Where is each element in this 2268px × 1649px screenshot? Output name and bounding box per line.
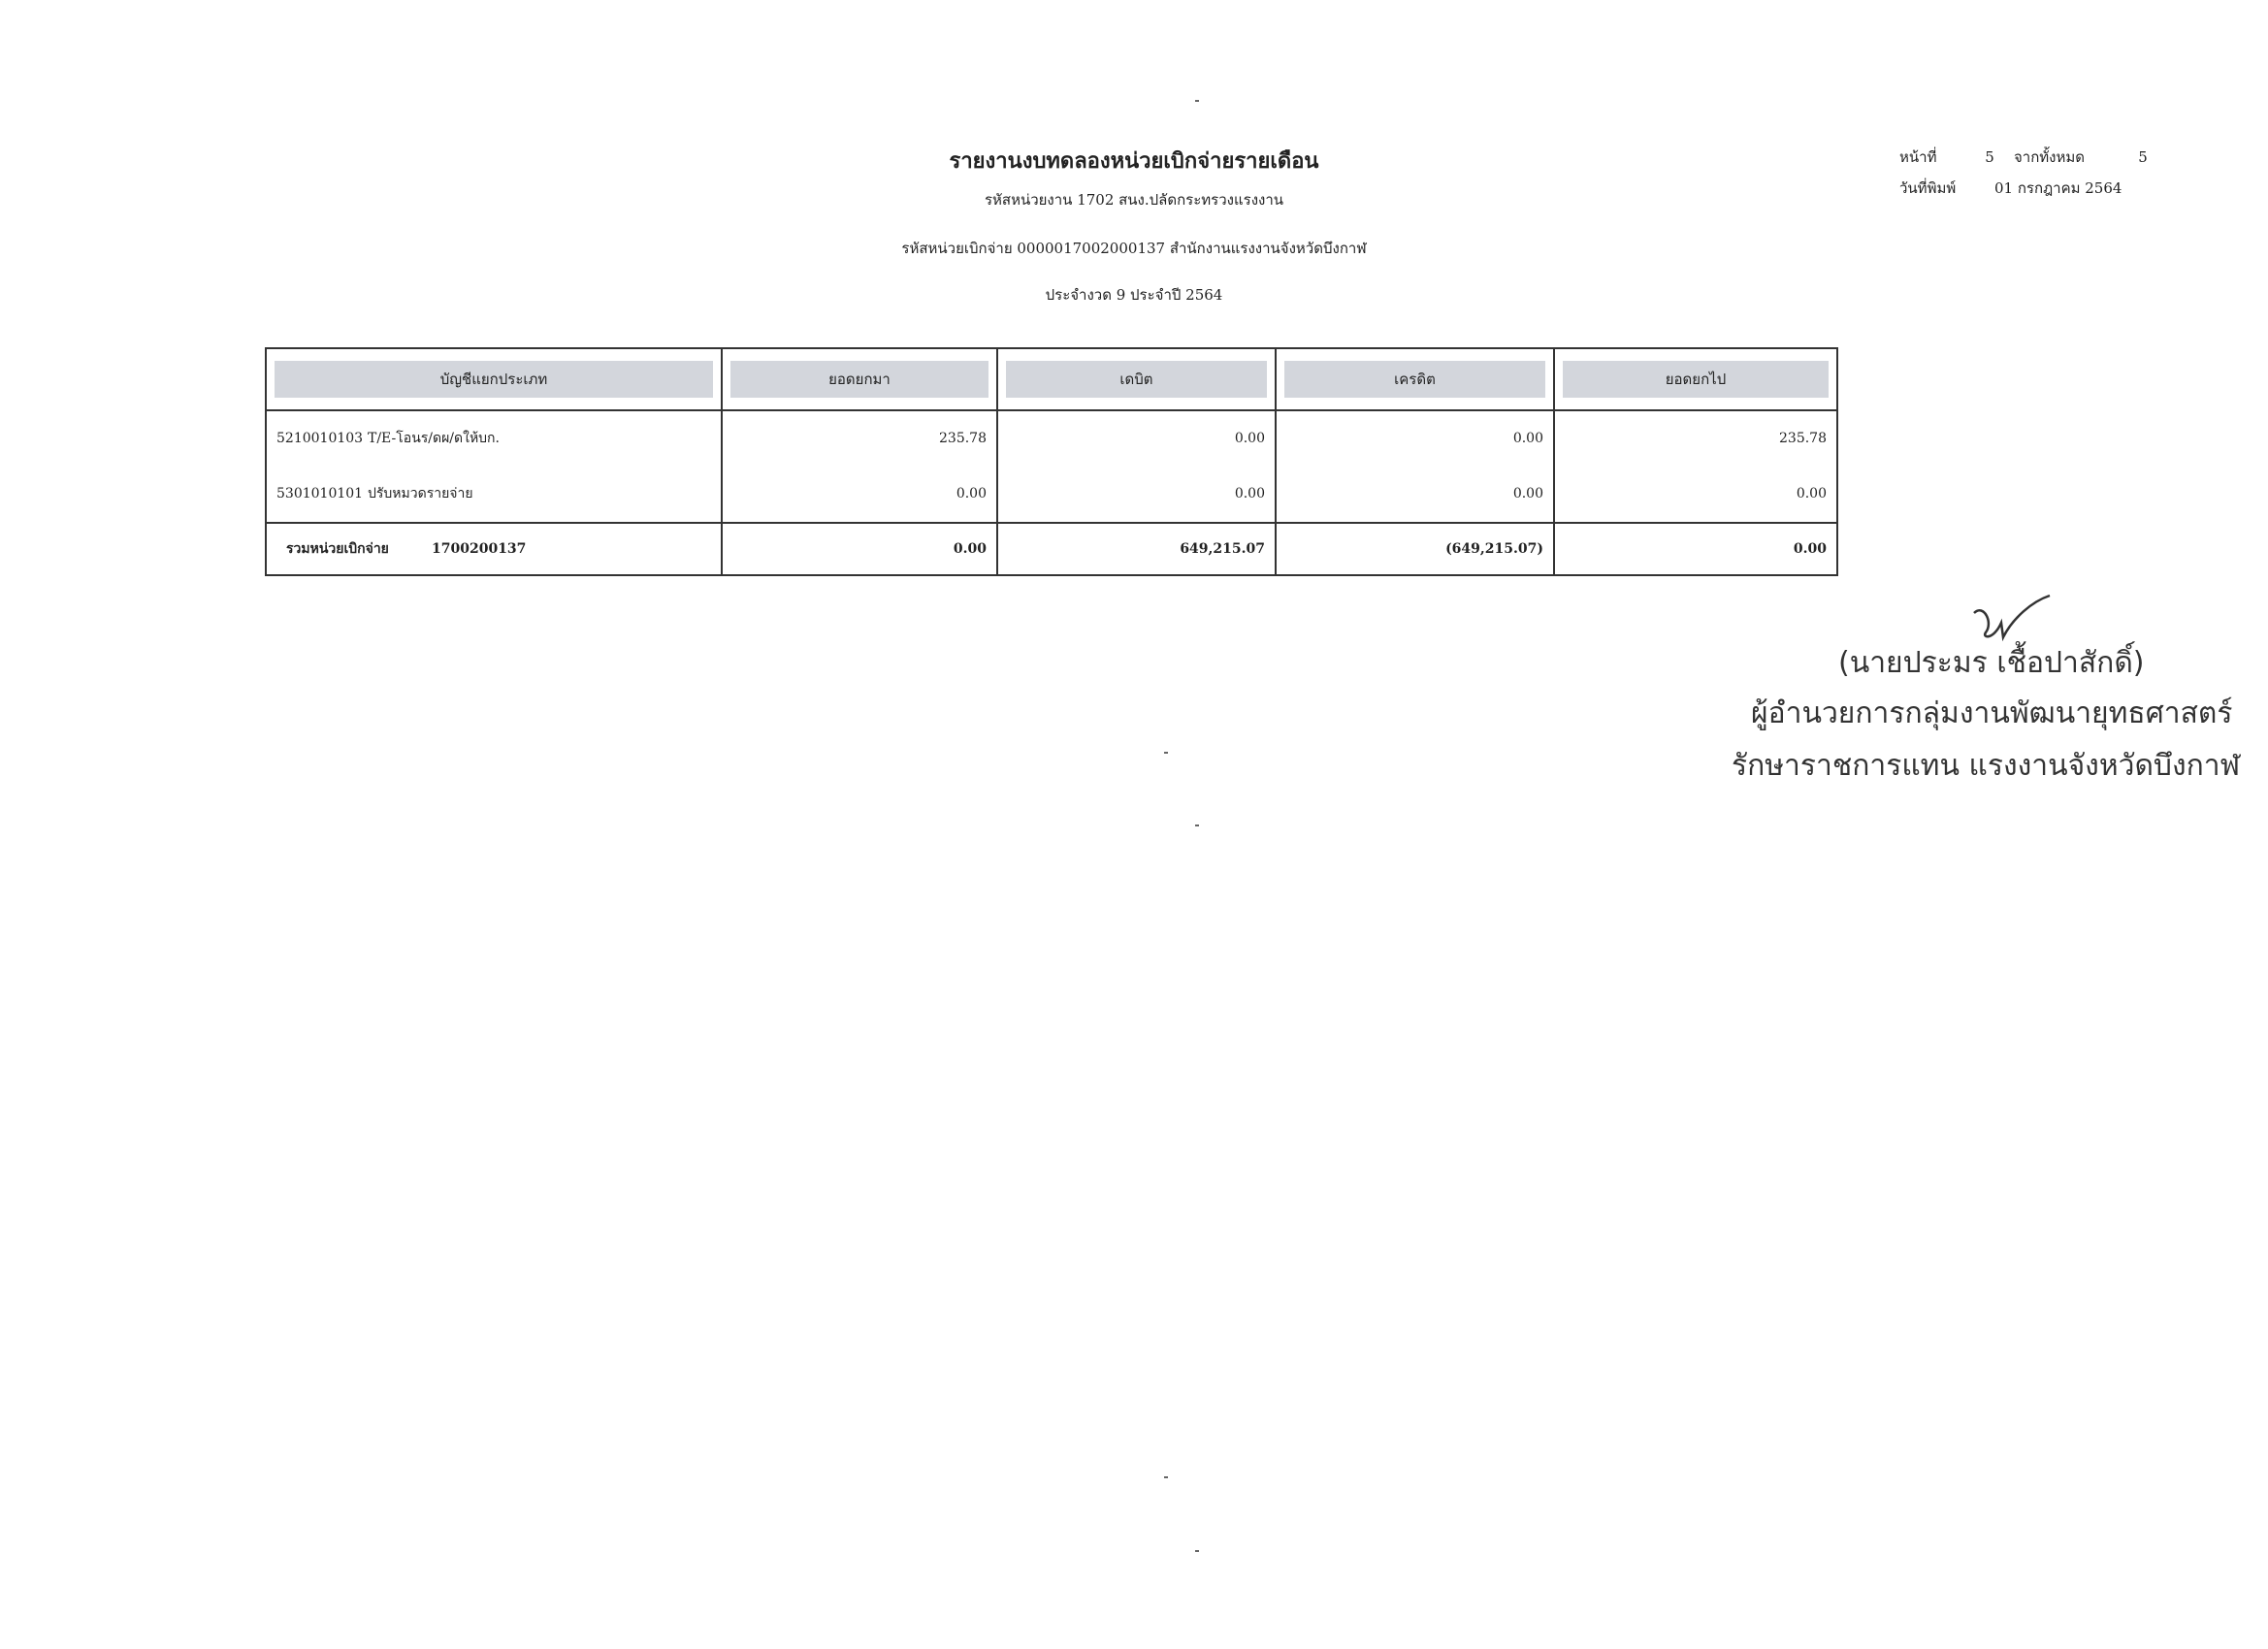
total-carried-forward: 0.00	[1554, 523, 1837, 575]
scan-speck	[1195, 1550, 1199, 1552]
header-account: บัญชีแยกประเภท	[266, 348, 722, 410]
total-label: รวมหน่วยเบิกจ่าย	[286, 541, 389, 557]
total-credit: (649,215.07)	[1276, 523, 1554, 575]
signatory-name: (นายประมร เชื้อปาสักดิ์)	[1838, 646, 2145, 680]
header-brought-forward: ยอดยกมา	[722, 348, 997, 410]
brought-forward-cell: 0.00	[722, 466, 997, 523]
debit-cell: 0.00	[997, 410, 1276, 466]
total-unit: 1700200137	[432, 541, 527, 557]
total-brought-forward: 0.00	[722, 523, 997, 575]
print-date-label: วันที่พิมพ์	[1899, 179, 1957, 197]
credit-cell: 0.00	[1276, 410, 1554, 466]
trial-balance-table	[265, 347, 1838, 576]
total-label-cell	[266, 523, 722, 575]
signatory-position: ผู้อำนวยการกลุ่มงานพัฒนายุทธศาสตร์	[1751, 696, 2233, 730]
print-date-info	[1899, 177, 2122, 200]
total-pages: 5	[2138, 148, 2148, 166]
report-title: รายงานงบทดลองหน่วยเบิกจ่ายรายเดือน	[949, 148, 1319, 174]
scan-speck	[1164, 752, 1168, 754]
header-debit: เดบิต	[997, 348, 1276, 410]
account-cell	[266, 466, 722, 523]
header-carried-forward: ยอดยกไป	[1554, 348, 1837, 410]
debit-cell: 0.00	[997, 466, 1276, 523]
header-credit: เครดิต	[1276, 348, 1554, 410]
table-row	[266, 410, 1837, 466]
total-row	[266, 523, 1837, 575]
table-row	[266, 466, 1837, 523]
disbursing-unit-line: รหัสหน่วยเบิกจ่าย 0000017002000137 สำนักงานแรงงานจังหวัดบึงกาฬ	[901, 240, 1367, 257]
agency-line: รหัสหน่วยงาน 1702 สนง.ปลัดกระทรวงแรงงาน	[984, 191, 1284, 209]
account-code: 5210010103	[276, 431, 364, 446]
account-desc: ปรับหมวดรายจ่าย	[368, 486, 473, 501]
total-debit: 649,215.07	[997, 523, 1276, 575]
signatory-acting: รักษาราชการแทน แรงงานจังหวัดบึงกาฬ	[1732, 749, 2241, 783]
carried-forward-cell: 0.00	[1554, 466, 1837, 523]
brought-forward-cell: 235.78	[722, 410, 997, 466]
print-date: 01 กรกฎาคม 2564	[1994, 179, 2122, 197]
account-desc: T/E-โอนร/ดผ/ดให้บก.	[368, 431, 500, 446]
scan-speck	[1195, 824, 1199, 826]
page-label: หน้าที่	[1899, 148, 1937, 166]
period-line: ประจำงวด 9 ประจำปี 2564	[1045, 286, 1223, 304]
page-number: 5	[1985, 148, 1994, 166]
total-label: จากทั้งหมด	[2014, 148, 2086, 166]
credit-cell: 0.00	[1276, 466, 1554, 523]
page-info	[1899, 146, 2167, 169]
scan-speck	[1164, 1476, 1168, 1478]
account-cell	[266, 410, 722, 466]
table-header-row	[266, 348, 1837, 410]
account-code: 5301010101	[276, 486, 364, 501]
carried-forward-cell: 235.78	[1554, 410, 1837, 466]
scan-speck	[1195, 100, 1199, 102]
